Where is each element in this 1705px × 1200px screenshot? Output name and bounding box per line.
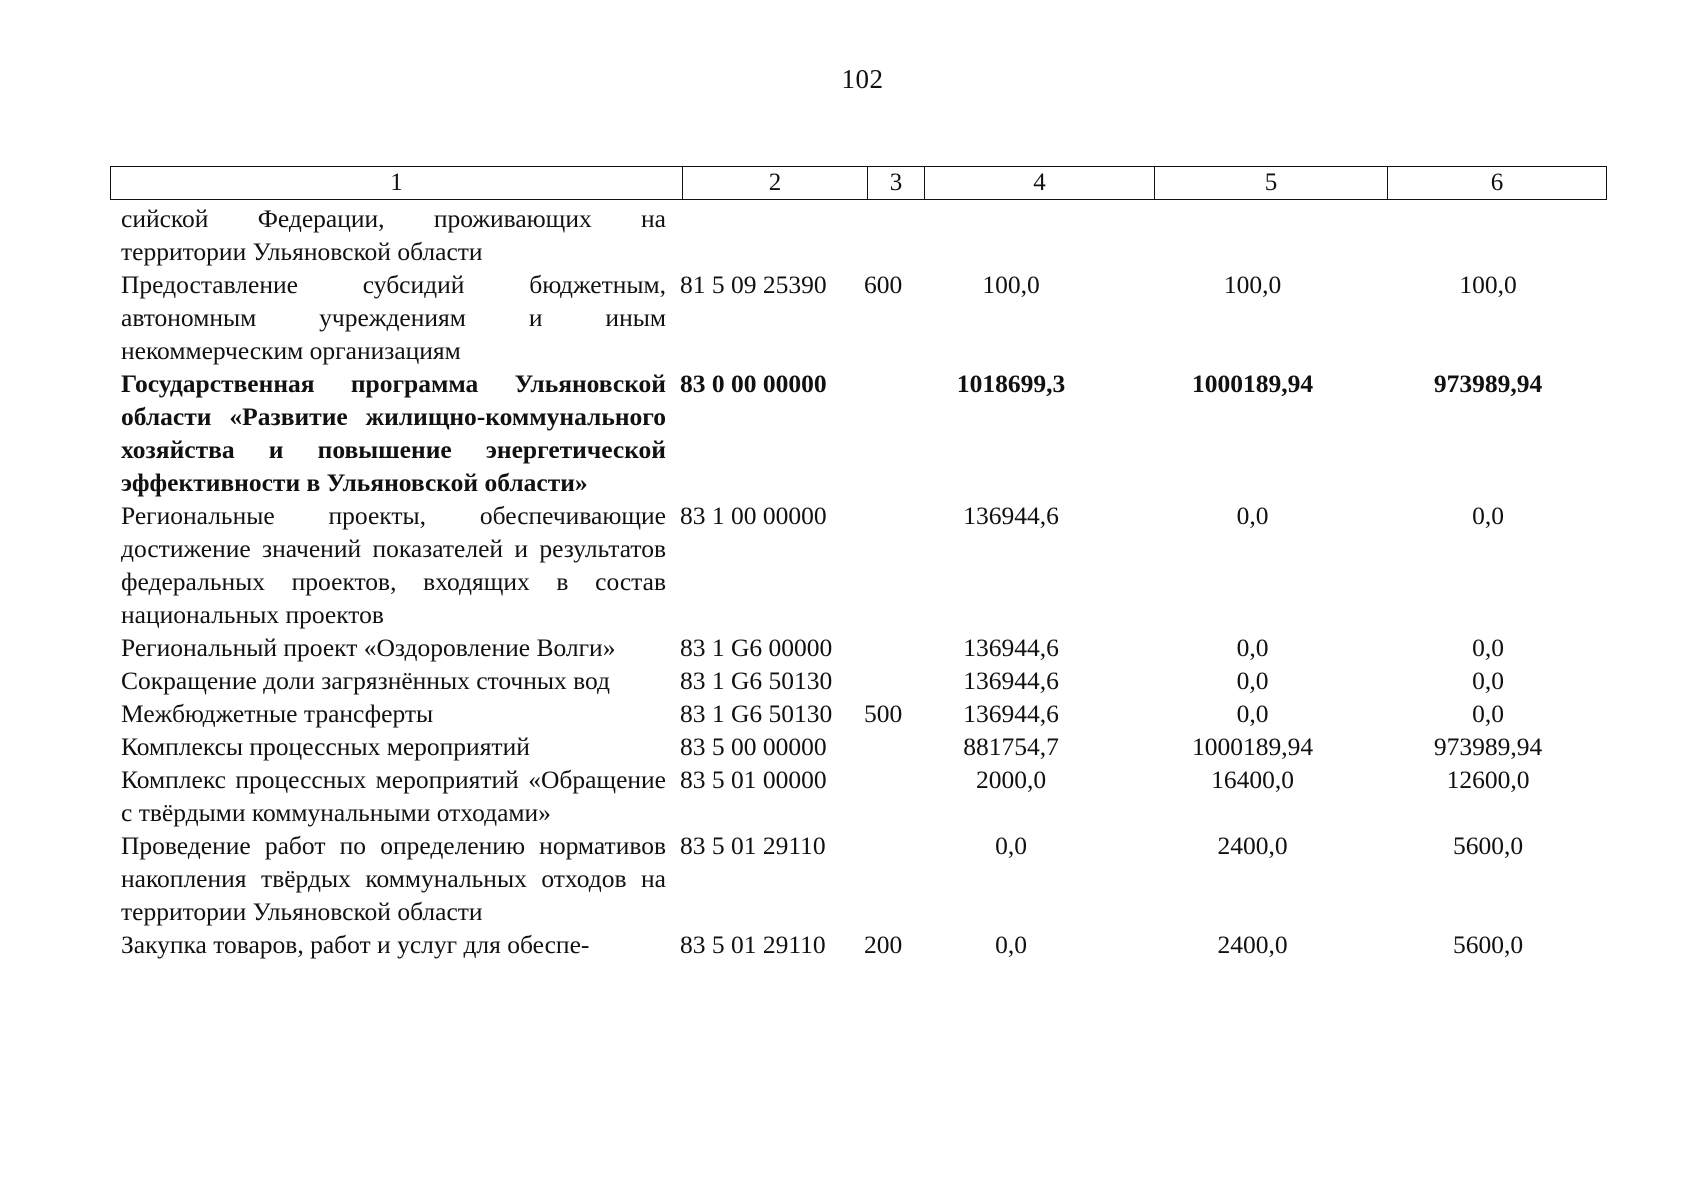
- row-value-3-cell: 12600,0: [1446, 765, 1530, 794]
- table-row: [121, 202, 1597, 268]
- row-name-cell: сийской Федерации, проживающих на территории Ульяновской области: [121, 204, 666, 266]
- table-row: [121, 631, 1597, 664]
- table-row: [121, 763, 1597, 829]
- row-code-cell: 83 1 G6 00000: [680, 633, 833, 662]
- row-type-cell: 600: [864, 270, 903, 299]
- header-cell-2: 2: [683, 167, 868, 199]
- header-cell-4: 4: [925, 167, 1155, 199]
- row-name-cell: Проведение работ по определению нормативов накопления твёрдых коммунальных отходов на территории Ульяновской области: [121, 831, 666, 926]
- row-value-3-cell: 0,0: [1472, 666, 1504, 695]
- row-value-2-cell: 100,0: [1223, 270, 1282, 299]
- row-value-1-cell: 136944,6: [963, 633, 1059, 662]
- row-value-3-cell: [1379, 202, 1597, 268]
- row-value-1-cell: [896, 202, 1126, 268]
- row-code-cell: 83 0 00 00000: [680, 369, 827, 398]
- row-value-1-cell: 136944,6: [963, 501, 1059, 530]
- row-name-cell: Межбюджетные трансферты: [121, 699, 434, 728]
- table-row: [121, 367, 1597, 499]
- row-value-2-cell: 2400,0: [1217, 930, 1288, 959]
- row-value-1-cell: 136944,6: [963, 699, 1059, 728]
- header-cell-5: 5: [1155, 167, 1388, 199]
- table-row: [121, 664, 1597, 697]
- row-name-cell: Сокращение доли загрязнённых сточных вод: [121, 666, 611, 695]
- row-value-2-cell: 1000189,94: [1191, 732, 1314, 761]
- page-number: 102: [841, 64, 884, 94]
- row-value-1-cell: 2000,0: [975, 765, 1047, 794]
- row-name-cell: Комплекс процессных мероприятий «Обращение с твёрдыми коммунальными отходами»: [121, 765, 666, 827]
- row-value-1-cell: 1018699,3: [956, 369, 1066, 398]
- header-cell-1: 1: [111, 167, 683, 199]
- row-name-cell: Региональные проекты, обеспечивающие достижение значений показателей и результатов федеральных проектов, входящих в состав национальных проектов: [121, 501, 666, 629]
- header-cell-6: 6: [1490, 169, 1504, 196]
- table-row: [121, 268, 1597, 367]
- row-value-3-cell: 100,0: [1459, 270, 1517, 299]
- row-code-cell: 83 5 01 00000: [680, 765, 827, 794]
- row-code-cell: 83 5 00 00000: [680, 732, 827, 761]
- row-value-2-cell: 0,0: [1236, 666, 1269, 695]
- row-value-2-cell: 2400,0: [1217, 831, 1288, 860]
- row-value-2-cell: 16400,0: [1211, 765, 1294, 794]
- table-row: [121, 730, 1597, 763]
- row-code-cell: 83 1 G6 50130: [680, 666, 833, 695]
- header-cell-3: 3: [868, 167, 925, 199]
- row-code-cell: 83 1 00 00000: [680, 501, 827, 530]
- row-name-cell: Предоставление субсидий бюджетным, автономным учреждениям и иным некоммерческим организациям: [121, 270, 666, 365]
- row-code-cell: 81 5 09 25390: [680, 270, 827, 299]
- table-row: [121, 928, 1597, 961]
- table-row: [121, 829, 1597, 928]
- row-name-cell: Региональный проект «Оздоровление Волги»: [121, 633, 616, 662]
- row-value-3-cell: 973989,94: [1433, 369, 1543, 398]
- row-value-2-cell: 0,0: [1236, 501, 1269, 530]
- table-row: [121, 697, 1597, 730]
- row-value-2-cell: [1136, 202, 1369, 268]
- row-name-cell: Комплексы процессных мероприятий: [121, 732, 530, 761]
- row-name-cell: Закупка товаров, работ и услуг для обеспе-: [121, 930, 590, 959]
- row-value-3-cell: 5600,0: [1452, 831, 1524, 860]
- row-value-3-cell: 973989,94: [1433, 732, 1543, 761]
- row-value-1-cell: 0,0: [995, 831, 1027, 860]
- row-value-1-cell: 136944,6: [963, 666, 1059, 695]
- row-value-2-cell: 0,0: [1236, 699, 1269, 728]
- row-type-cell: 200: [864, 930, 903, 959]
- row-code-cell: 83 1 G6 50130: [680, 699, 833, 728]
- row-value-3-cell: 0,0: [1472, 501, 1504, 530]
- row-value-2-cell: 1000189,94: [1191, 369, 1314, 398]
- row-value-3-cell: 0,0: [1472, 633, 1504, 662]
- row-name-cell: Государственная программа Ульяновской области «Развитие жилищно-коммунального хозяйства и повышение энергетической эффективности в Ульяновской области»: [121, 369, 666, 497]
- row-type-cell: 500: [864, 699, 903, 728]
- row-value-2-cell: 0,0: [1236, 633, 1269, 662]
- row-code-cell: 83 5 01 29110: [680, 831, 826, 860]
- table-body: [121, 202, 1597, 961]
- row-value-1-cell: 881754,7: [963, 732, 1059, 761]
- row-value-1-cell: 0,0: [995, 930, 1027, 959]
- row-code-cell: 83 5 01 29110: [680, 930, 826, 959]
- row-value-1-cell: 100,0: [982, 270, 1040, 299]
- row-value-3-cell: 0,0: [1472, 699, 1504, 728]
- row-value-3-cell: 5600,0: [1452, 930, 1524, 959]
- row-code-cell: [674, 202, 859, 268]
- table-header: [110, 166, 1607, 200]
- table-row: [121, 499, 1597, 631]
